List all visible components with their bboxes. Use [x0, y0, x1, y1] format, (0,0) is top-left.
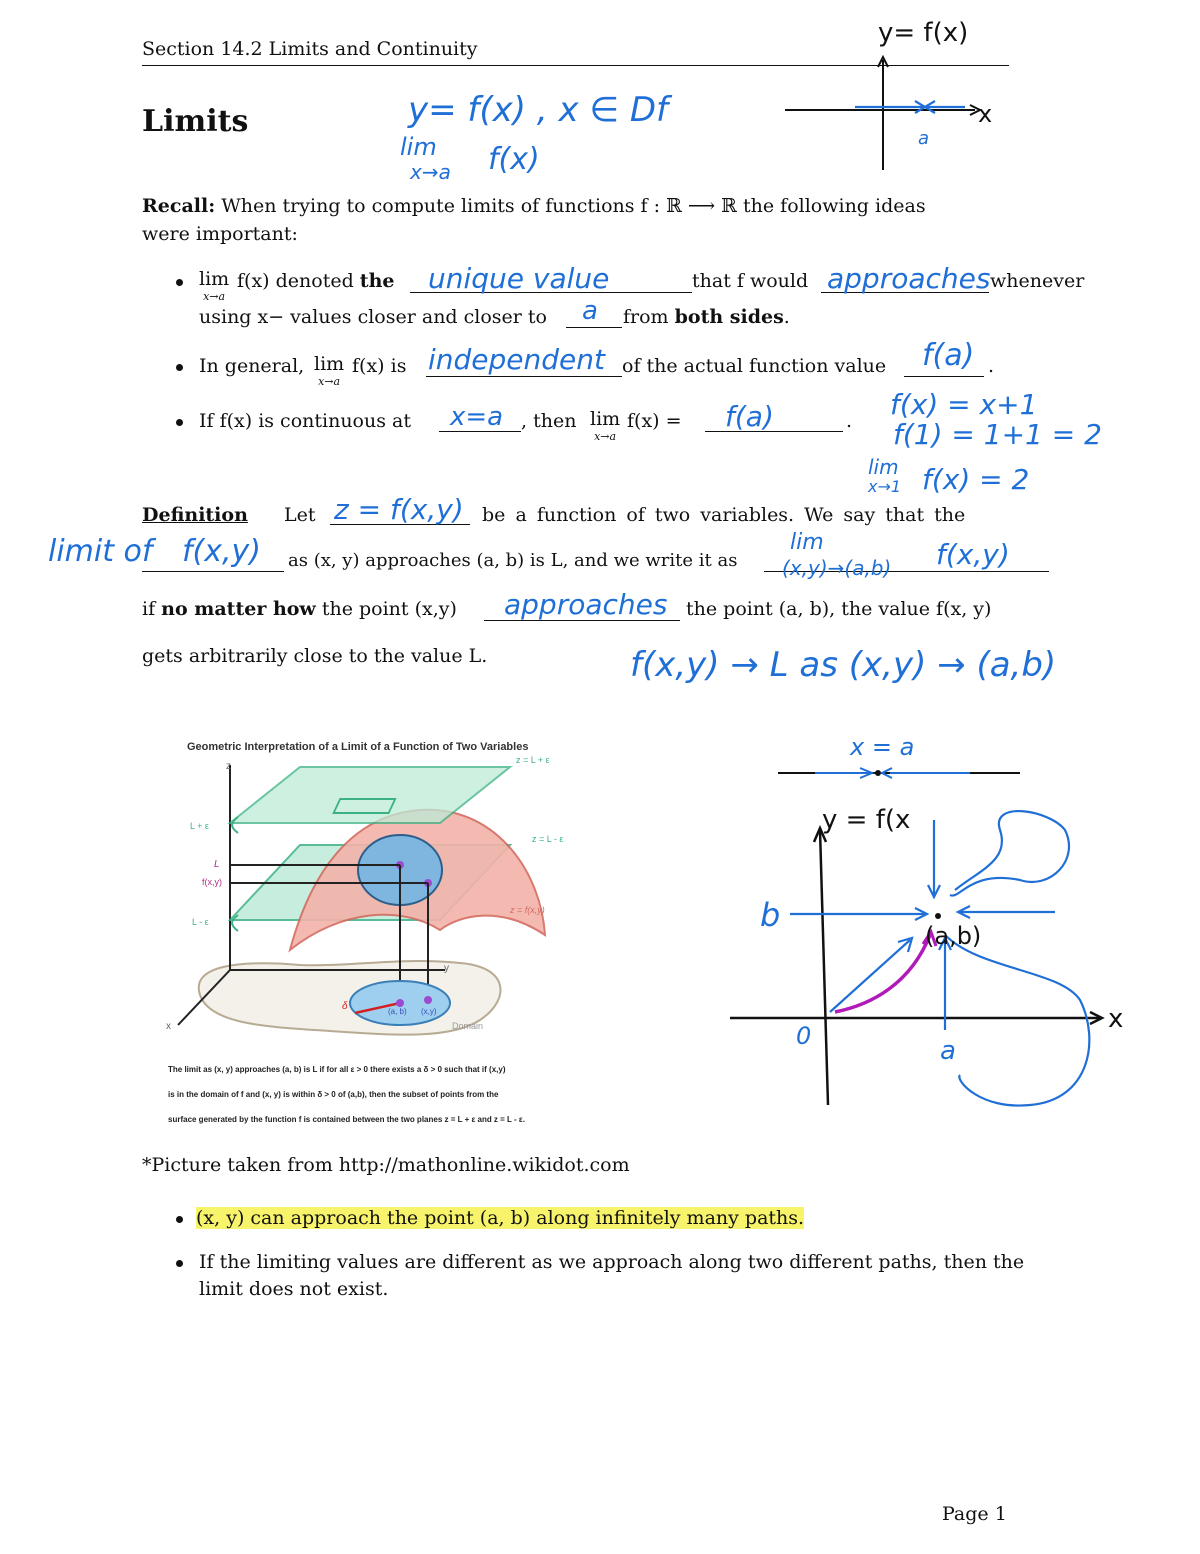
figure-axis-x: x: [166, 1021, 171, 1032]
bullet3-text-b: , then: [521, 410, 577, 432]
answer-z-fxy: z = f(x,y): [334, 493, 464, 526]
sketch-x-eq-a: x = a: [850, 733, 915, 761]
page-number: Page 1: [942, 1503, 1007, 1525]
sketch-a-label: a: [940, 1036, 956, 1066]
header-handwritten-yfx: y= f(x): [878, 18, 969, 48]
definition-label: Definition: [142, 504, 248, 526]
figure-surface-label: z = f(x,y): [510, 905, 545, 915]
hw-lim-fx: f(x): [488, 142, 540, 177]
sketch-y-fx: y = f(x: [822, 805, 911, 835]
hw-lim-label: lim: [400, 133, 437, 161]
figure-label-L: L: [214, 859, 220, 870]
recall-label: Recall:: [142, 195, 216, 217]
side-example-line1: f(x) = x+1: [890, 388, 1038, 421]
side-example-line2: f(1) = 1+1 = 2: [893, 418, 1102, 451]
figure-plane-bottom: z = L - ε: [532, 834, 564, 844]
figure-point-xy: (x,y): [421, 1007, 437, 1016]
definition-text3-c: the point (a, b), the value f(x, y): [686, 598, 992, 620]
answer-lim-sub: (x,y)→(a,b): [782, 556, 892, 580]
figure-point-ab: (a, b): [388, 1007, 407, 1016]
side-example-lim: lim: [868, 455, 899, 479]
bottom-bullet-2-line2: limit does not exist.: [199, 1278, 389, 1300]
bullet1-lim-sub: x→a: [203, 290, 226, 303]
recall-text-1: When trying to compute limits of functions f : ℝ ⟶ ℝ the following ideas: [221, 195, 926, 217]
recall-line2: were important:: [142, 223, 298, 245]
figure-label-fxy: f(x,y): [202, 877, 222, 887]
definition-text1: be a function of two variables. We say that the: [482, 504, 966, 526]
bullet1-lim-word: lim: [199, 268, 230, 290]
bullet3-text-c: f(x) =: [627, 410, 682, 432]
figure-domain-label: Domain: [452, 1021, 484, 1031]
answer-fa-2: f(a): [725, 400, 774, 433]
side-example-lim-sub: x→1: [868, 477, 902, 496]
bullet1-line2-end: from both sides.: [623, 306, 790, 328]
bullet1-text-a: f(x) denoted the: [237, 270, 395, 292]
figure-axis-z: z: [226, 761, 231, 772]
recall-line1: [142, 195, 1012, 218]
bullet-dot: [176, 1216, 183, 1223]
answer-unique-value: unique value: [428, 262, 610, 295]
figure-axis-y: y: [444, 963, 449, 974]
bullet2-text-a: In general,: [199, 355, 305, 377]
bullet-dot: [176, 364, 183, 371]
blank-line: [142, 571, 284, 572]
bullet-dot: [176, 419, 183, 426]
bullet3-lim: lim x→a: [590, 408, 621, 443]
definition-text3: if no matter how the point (x,y): [142, 598, 457, 620]
sketch-b-label: b: [760, 896, 781, 934]
blank-line: [426, 376, 622, 377]
bullet3-end: .: [846, 410, 853, 432]
side-example-line3: f(x) = 2: [922, 463, 1030, 496]
figure-label-Lplus: L + ε: [190, 821, 209, 831]
section-title: Section 14.2 Limits and Continuity: [142, 38, 478, 60]
top-axes-a-label: a: [918, 128, 930, 149]
hw-summary: f(x,y) → L as (x,y) → (a,b): [630, 645, 1057, 685]
geometric-interpretation-figure: [160, 735, 600, 1135]
picture-credit: *Picture taken from http://mathonline.wikidot.com: [142, 1154, 630, 1176]
answer-independent: independent: [428, 343, 605, 376]
bottom-bullet-2-line1: If the limiting values are different as we approach along two different paths, then the: [199, 1251, 1025, 1273]
hw-function-domain: y= f(x) , x ∈ Df: [408, 90, 668, 130]
answer-lim-fxy: f(x,y): [936, 538, 1010, 571]
blank-line: [904, 376, 984, 377]
answer-fa: f(a): [922, 338, 975, 373]
bullet1-text-b: that f would: [692, 270, 809, 292]
bullet2-lim: lim x→a: [314, 353, 345, 388]
figure-caption-2: is in the domain of f and (x, y) is within δ > 0 of (a,b), then the subset of points from the: [168, 1090, 499, 1099]
figure-caption-3: surface generated by the function f is contained between the two planes z = L + ε and z = L - ε.: [168, 1115, 525, 1124]
margin-hw-limit-of: limit of: [48, 534, 153, 569]
top-axes-x-label: x: [978, 100, 993, 128]
bullet-dot: [176, 279, 183, 286]
figure-title: Geometric Interpretation of a Limit of a Function of Two Variables: [187, 741, 529, 753]
definition-let: Let: [284, 504, 316, 526]
sketch-ab-label: (a,b): [925, 922, 982, 950]
bullet1-line2: using x− values closer and closer to: [199, 306, 547, 328]
bullet-dot: [176, 1260, 183, 1267]
figure-delta: δ: [342, 1001, 348, 1012]
blank-line: [566, 327, 622, 328]
hw-lim-sub: x→a: [410, 160, 451, 184]
figure-graphic: [160, 735, 600, 1065]
definition-text2: as (x, y) approaches (a, b) is L, and we write it as: [288, 550, 738, 571]
answer-x-eq-a: x=a: [450, 402, 504, 432]
highlighted-text: (x, y) can approach the point (a, b) along infinitely many paths.: [196, 1207, 805, 1229]
sketch-zero-label: 0: [796, 1022, 812, 1050]
answer-fxy: f(x,y): [182, 534, 262, 569]
page-title: Limits: [142, 104, 249, 139]
bullet1-the: the: [359, 270, 395, 292]
bullet2-text-b: f(x) is: [352, 355, 407, 377]
answer-lim-word: lim: [790, 530, 824, 555]
bullet2-end: .: [988, 355, 995, 377]
bottom-bullet-1: [196, 1207, 804, 1230]
figure-plane-top: z = L + ε: [516, 755, 550, 765]
figure-label-Lminus: L - ε: [192, 917, 209, 927]
bullet1-lim: [199, 270, 229, 302]
definition-text4: gets arbitrarily close to the value L.: [142, 645, 488, 667]
bullet2-text-c: of the actual function value: [622, 355, 887, 377]
figure-caption-1: The limit as (x, y) approaches (a, b) is L if for all ε > 0 there exists a δ > 0 such that if (x,y): [168, 1065, 506, 1074]
answer-approaches: approaches: [827, 262, 991, 295]
answer-approaches-2: approaches: [504, 588, 668, 621]
answer-a: a: [582, 296, 598, 326]
sketch-x-label: x: [1108, 1004, 1124, 1034]
bullet1-text-c: whenever: [990, 270, 1085, 292]
bullet3-text-a: If f(x) is continuous at: [199, 410, 411, 432]
